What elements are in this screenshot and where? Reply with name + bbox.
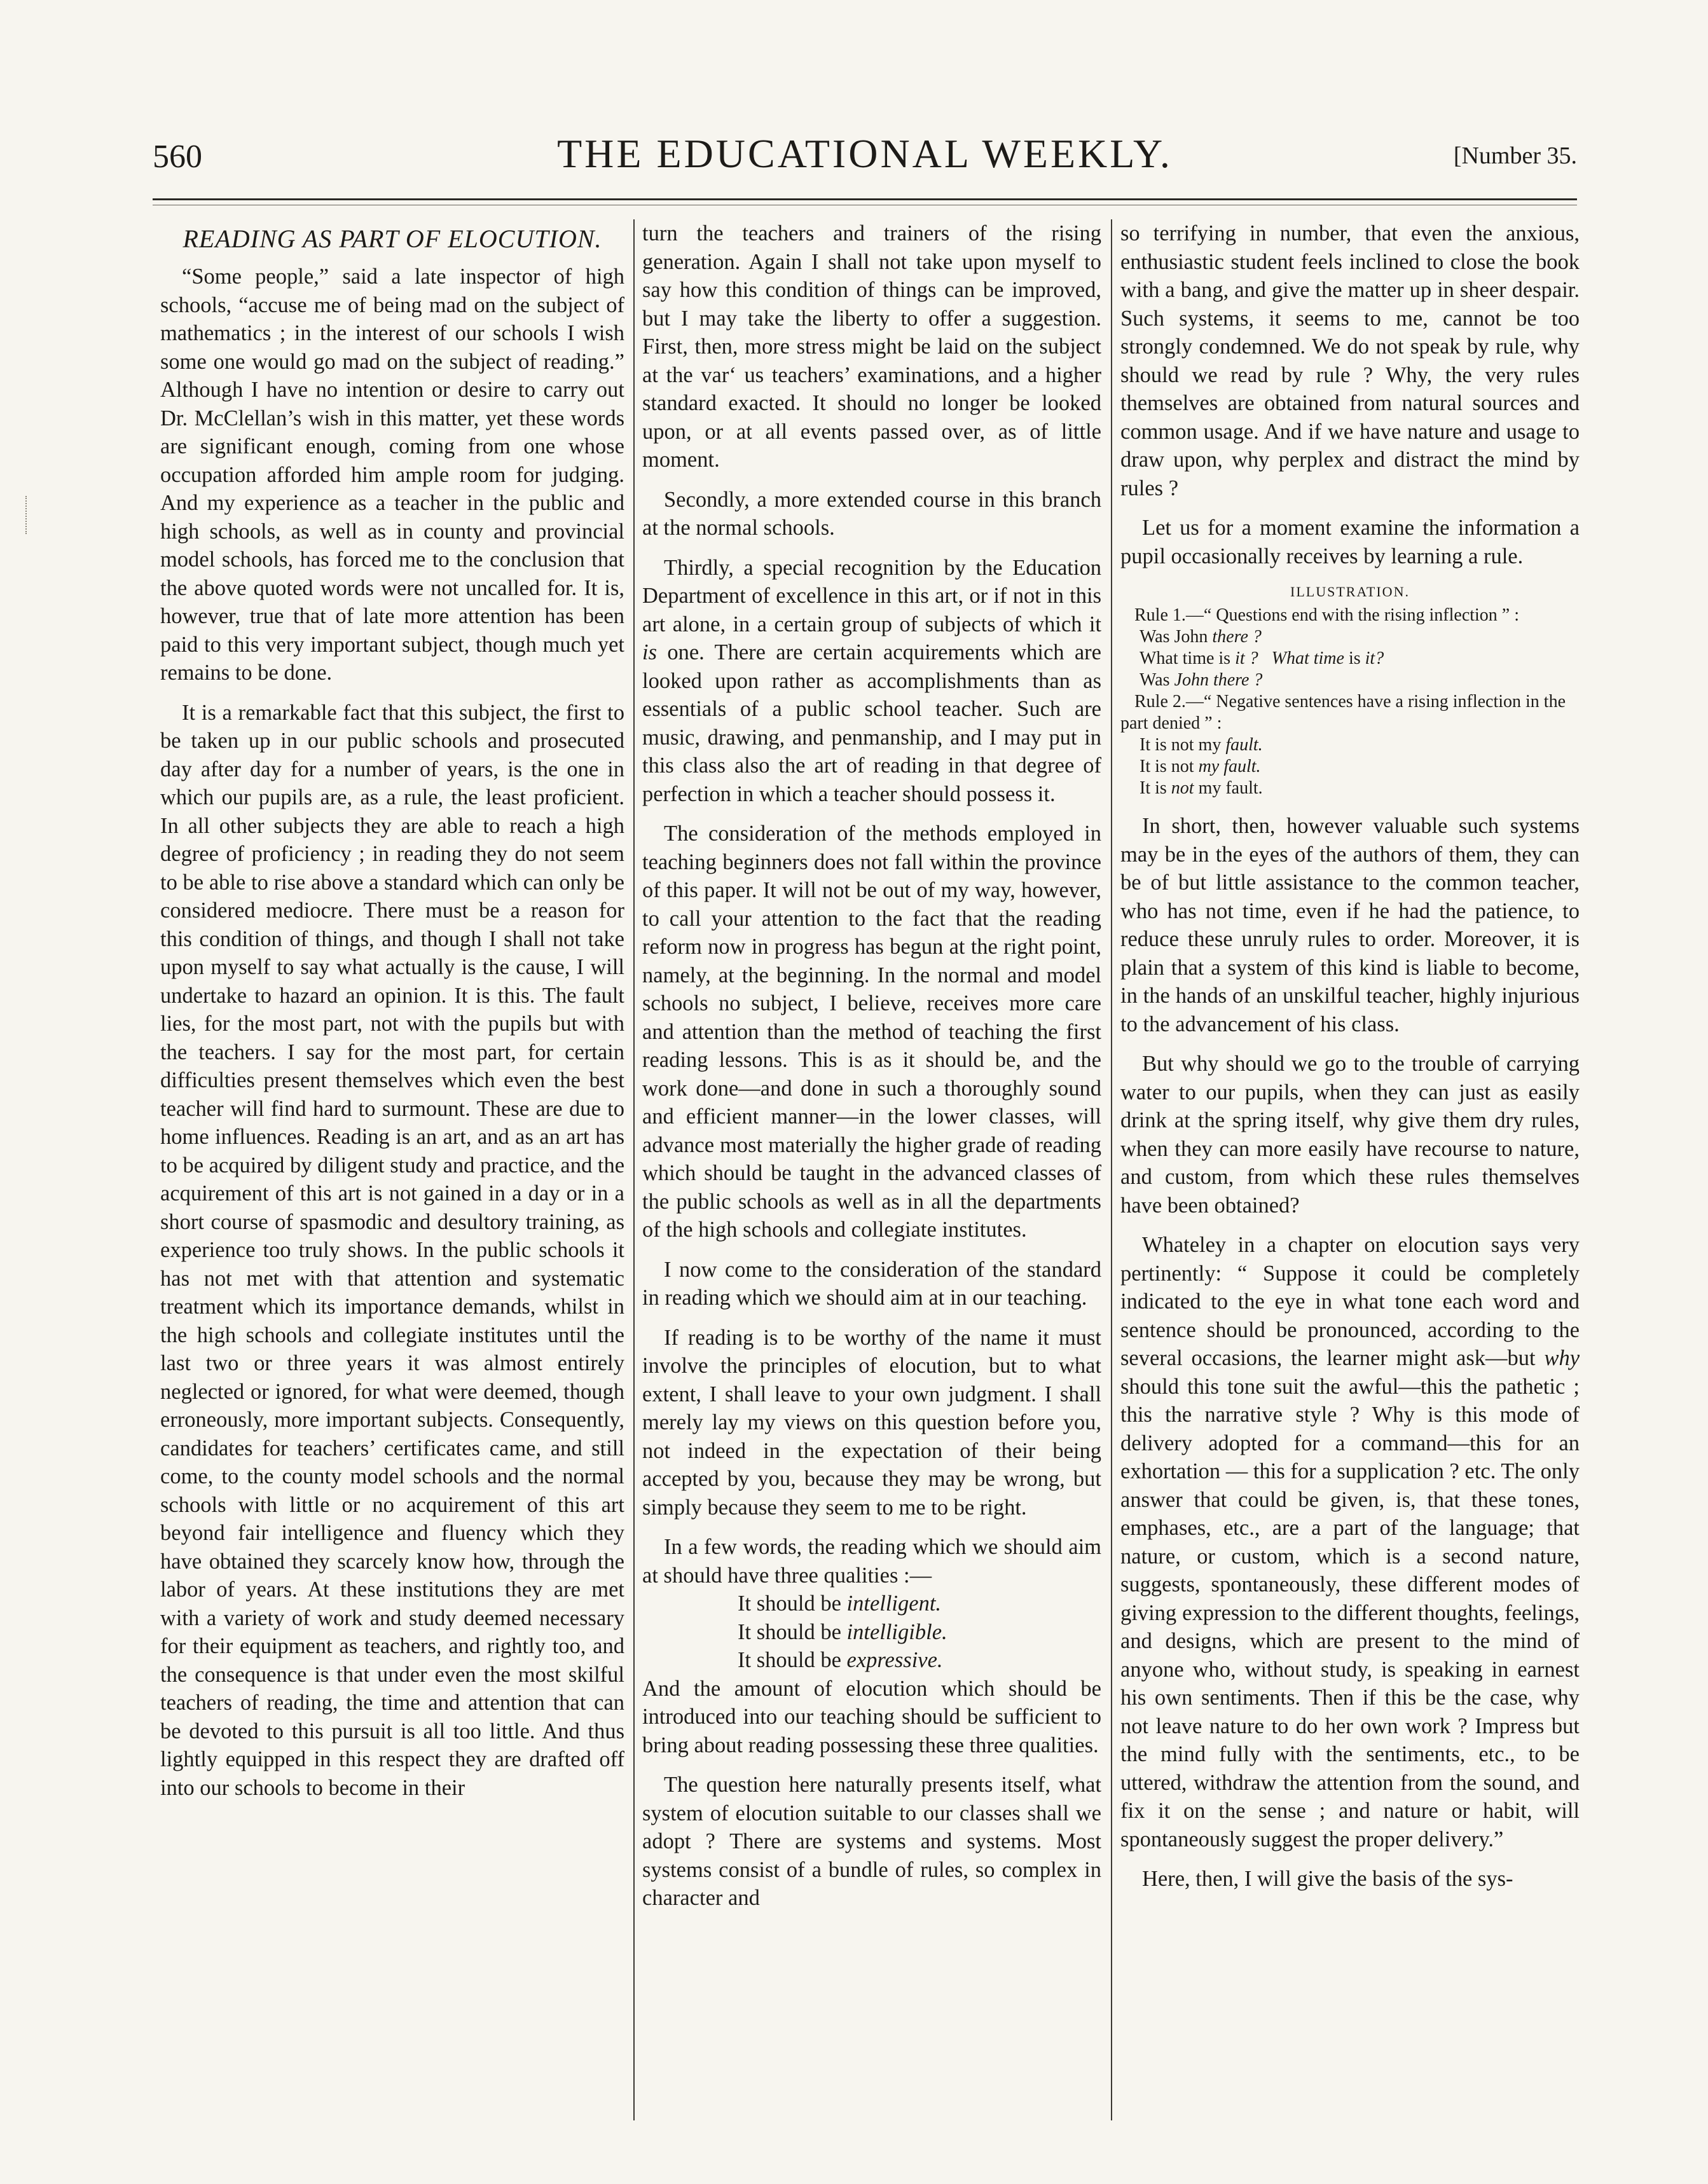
quality-item (642, 1618, 1101, 1647)
paragraph: Let us for a moment examine the information a pupil occasionally receives by learning a rule. (1120, 516, 1580, 568)
example-line (1120, 670, 1580, 691)
paragraph: In short, then, however valuable such systems may be in the eyes of the authors of them, they can be of but little assistance to the common teacher, who has not time, even if he had the patience, to reduce these unruly rules to order. Moreover, it is plain that a system of this kind is liable to become, in the hands of an unskilful teacher, highly injurious to the advancement of his class. (1120, 814, 1580, 1036)
text-run: Was John (1140, 627, 1208, 647)
column-3 (1120, 219, 1580, 2139)
illustration-heading: ILLUSTRATION. (1290, 584, 1410, 600)
paragraph: so terrifying in number, that even the anxious, enthusiastic student feels inclined to close the book with a bang, and give the matter up in sheer despair. Such systems, it seems to me, cannot be too strongly condemned. We do not speak by rule, why should we read by rule ? Why, the very rules themselves are obtained from natural sources and common usage. And if we have nature and usage to draw upon, why perplex and distract the mind by rules ? (1120, 221, 1580, 500)
emphasis: John there ? (1174, 670, 1263, 690)
emphasis: is (642, 640, 658, 664)
quality-prefix: It should be (738, 1591, 841, 1616)
paragraph: And the amount of elocution which should be introduced into our teaching should be sufficient to bring about reading possessing these three qualities. (642, 1676, 1101, 1757)
paragraph: But why should we go to the trouble of carrying water to our pupils, when they can just as easily drink at the spring itself, why give them dry rules, when they can more easily have recourse to nature, and custom, from which these rules themselves have been obtained? (1120, 1052, 1580, 1218)
paragraph: The question here naturally presents itself, what system of elocution suitable to our classes shall we adopt ? There are systems and systems. Most systems consist of a bundle of rules, so complex in character and (642, 1773, 1101, 1910)
issue-number: [Number 35. (1453, 142, 1577, 169)
column-1 (160, 219, 624, 2139)
paragraph: If reading is to be worthy of the name it must involve the principles of elocution, but to what extent, I shall leave to your own judgment. I shall merely lay my views on this question before you, not indeed in the expectation of their being accepted by you, because they may be wrong, but simply because they seem to me to be right. (642, 1325, 1101, 1520)
text-run: should this tone suit the awful—this the pathetic ; this the narrative style ? Why is this mode of delivery adopted for a command—this for an exhortation — this for a supplication ? etc. The only answer that could be given, is, that these tones, emphases, etc., are a part of the language; that nature, or custom, which is a second nature, suggests, spontaneously, these different modes of giving expression to the different thoughts, feelings, and designs, which are present to the mind of anyone who, without study, is speaking in earnest his own sentiments. Then if this be the case, why not leave nature to do her own work ? Impress but the mind fully with the sentiments, etc., to be uttered, withdraw the attention from the sound, and fix it on the sense ; and nature or habit, will spontaneously suggest the proper delivery.” (1120, 1374, 1580, 1851)
text-run: What time is (1140, 649, 1231, 668)
quality-item (642, 1646, 1101, 1675)
example-line (1120, 648, 1580, 670)
example-line (1120, 626, 1580, 648)
example-line (1120, 778, 1580, 799)
text-run: my fault. (1198, 778, 1263, 798)
paragraph: It is a remarkable fact that this subject, the first to be taken up in our public schools and prosecuted day after day for a number of years, is the one in which our pupils are, as a rule, the least proficient. In all other subjects they are able to reach a high degree of proficiency ; in reading they do not seem to be able to rise above a standard which can only be considered mediocre. There must be a reason for this condition of things, and though I shall not take upon myself to say what actually is the cause, I will undertake to hazard an opinion. It is this. The fault lies, for the most part, not with the pupils but with the teachers. I say for the most part, for certain difficulties present themselves which even the best teacher will find hard to surmount. These are due to home influences. Reading is an art, and as an art has to be acquired by diligent study and practice, and the acquirement of this art is not gained in a day or in a short course of spasmodic and desultory training, as experience too truly shows. In the public schools it has not met with that attention and systematic treatment which its importance demands, whilst in the high schools and collegiate institutes until the last two or three years it was almost entirely neglected or ignored, for what were deemed, though erroneously, more important subjects. Consequently, candidates for teachers’ certificates came, and still come, to the county model schools and the normal schools with little or no acquirement of this art beyond fair intelligence and fluency which they have obtained they scarcely know how, through the labor of years. At these institutions they are met with a variety of work and study deemed necessary for their equipment as teachers, and rightly too, and the consequence is that under even the most skilful teachers of reading, the time and attention that can be devoted to this pursuit is all too little. And thus lightly equipped in this respect they are drafted off into our schools to become in their (160, 700, 624, 1800)
quality-item (642, 1590, 1101, 1618)
paragraph: Secondly, a more extended course in this branch at the normal schools. (642, 487, 1101, 540)
margin-mark (25, 496, 27, 534)
emphasis: it? (1365, 649, 1384, 668)
paragraph: Here, then, I will give the basis of the sys- (1142, 1867, 1513, 1891)
article-title: READING AS PART OF ELOCUTION. (183, 224, 602, 253)
paragraph: turn the teachers and trainers of the rising generation. Again I shall not take upon myself to say how this condition of things can be improved, but I may take the liberty to offer a suggestion. First, then, more stress might be laid on the subject at the var‘ us teachers’ examinations, and a higher standard exacted. It should no longer be looked upon, or at all events passed over, as of little moment. (642, 221, 1101, 472)
paragraph: In a few words, the reading which we should aim at should have three qualities :— (642, 1535, 1101, 1588)
paragraph: “Some people,” said a late inspector of high schools, “accuse me of being mad on the subject of mathematics ; in the interest of our schools I wish some one would go mad on the subject of reading.” Although I have no intention or desire to carry out Dr. McClellan’s wish in this matter, yet these words are significant enough, coming from one whose occupation afforded him ample room for judging. And my experience as a teacher in the public and high schools, as well as in county and provincial model schools, has forced me to the conclusion that the above quoted words were not uncalled for. It is, however, true that of late more attention has been paid to this very important subject, though much yet remains to be done. (160, 264, 624, 685)
illustration-block (1120, 605, 1580, 799)
emphasis: there ? (1212, 627, 1262, 647)
emphasis: not (1171, 778, 1194, 798)
emphasis: why (1544, 1346, 1580, 1370)
column-2 (642, 219, 1101, 2139)
emphasis: my (1198, 757, 1220, 776)
text-run: one. There are certain acquirements which are looked upon rather as accomplishments than as essentials of a public school teacher. Such are music, drawing, and penmanship, and I may put in this class also the art of reading in that degree of perfection in which a teacher should possess it. (642, 640, 1101, 806)
rule-statement: Rule 2.—“ Negative sentences have a rising inflection in the part denied ” : (1120, 692, 1566, 733)
text-run: It is (1140, 778, 1167, 798)
text-run: is (1348, 649, 1361, 668)
page-header (153, 130, 1577, 188)
header-rule (153, 198, 1577, 200)
emphasis: it ? (1235, 649, 1258, 668)
emphasis: fault. (1225, 735, 1263, 755)
text-run: Thirdly, a special recognition by the Education Department of excellence in this art, or if not in this art alone, in a certain group of subjects of which it (642, 555, 1101, 636)
journal-title: THE EDUCATIONAL WEEKLY. (557, 131, 1173, 176)
rule-statement: Rule 1.—“ Questions end with the rising inflection ” : (1134, 605, 1520, 625)
emphasis: What time (1271, 649, 1344, 668)
text-run: Whateley in a chapter on elocution says very pertinently: “ Suppose it could be completely indicated to the eye in what tone each word and sentence should be pronounced, according to the several occasions, the learner might ask—but (1120, 1233, 1580, 1370)
quality-prefix: It should be (738, 1619, 841, 1644)
text-run: Was (1140, 670, 1170, 690)
example-line (1120, 756, 1580, 778)
paragraph: The consideration of the methods employed in teaching beginners does not fall within the province of this paper. It will not be out of my way, however, to call your attention to the fact that the reading reform now in progress has begun at the right point, namely, at the beginning. In the normal and model schools no subject, I believe, receives more care and attention than the method of teaching the first reading lessons. This is as it should be, and the work done—and done in such a thoroughly sound and efficient manner—in the lower classes, will advance most materially the higher grade of reading which should be taught in the advanced classes of the public schools as well as in all the departments of the high schools and collegiate institutes. (642, 821, 1101, 1242)
quality-prefix: It should be (738, 1648, 841, 1672)
example-line (1120, 734, 1580, 756)
paragraph: I now come to the consideration of the standard in reading which we should aim at in our teaching. (642, 1257, 1101, 1310)
column-divider-1 (633, 219, 635, 2120)
paragraph (642, 554, 1101, 809)
quality-word: intelligible. (846, 1619, 947, 1644)
quality-word: intelligent. (846, 1591, 942, 1616)
text-run: It is not (1140, 757, 1194, 776)
emphasis: fault. (1223, 757, 1261, 776)
quality-word: expressive. (846, 1648, 943, 1672)
page-number: 560 (153, 139, 202, 175)
text-run: It is not my (1140, 735, 1222, 755)
column-divider-2 (1111, 219, 1112, 2120)
paragraph (1120, 1231, 1580, 1853)
